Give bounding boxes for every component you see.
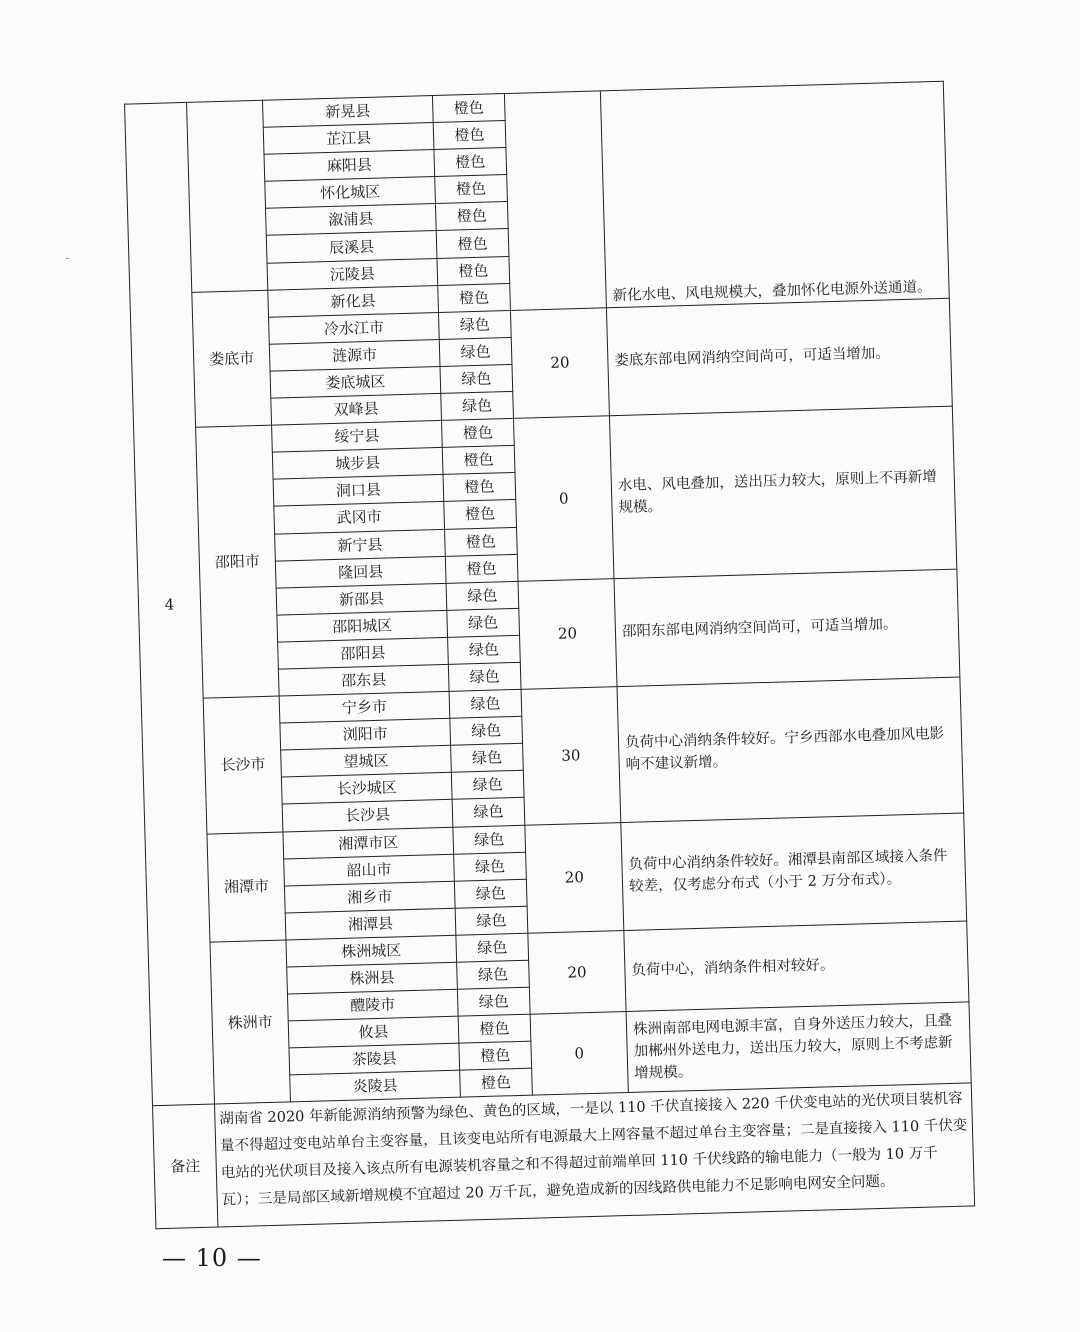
value-cell: 0 [513, 416, 614, 581]
color-cell: 绿色 [452, 798, 525, 827]
county-cell: 沅陵县 [267, 258, 438, 290]
color-cell: 橙色 [460, 1069, 533, 1098]
county-cell: 武冈市 [274, 502, 445, 534]
county-cell: 新化县 [268, 285, 439, 317]
county-cell: 怀化城区 [265, 177, 436, 209]
color-cell: 橙色 [444, 500, 517, 529]
county-cell: 株洲县 [287, 962, 458, 994]
color-cell: 橙色 [434, 148, 507, 177]
county-cell: 新宁县 [275, 529, 446, 561]
county-cell: 溆浦县 [266, 204, 437, 236]
county-cell: 望城区 [281, 746, 452, 778]
county-cell: 攸县 [288, 1016, 459, 1048]
color-cell: 绿色 [451, 744, 524, 773]
color-cell: 橙色 [445, 554, 518, 583]
group-number: 4 [125, 102, 215, 1106]
desc-cell: 娄底东部电网消纳空间尚可，可适当增加。 [606, 298, 952, 416]
county-cell: 湘潭县 [285, 908, 456, 940]
color-cell: 橙色 [435, 202, 508, 231]
color-cell: 橙色 [435, 175, 508, 204]
color-cell: 橙色 [437, 256, 510, 285]
note-row [153, 1083, 975, 1229]
color-cell: 橙色 [436, 229, 509, 258]
consumption-table [124, 81, 975, 1230]
note-text: 湖南省 2020 年新能源消纳预警为绿色、黄色的区域，一是以 110 千伏直接接入 220 千伏变电站的光伏项目装机容量不得超过变电站单台主变容量，且该变电站所有电源最大上网容量不超过单台主变容量；二是直接接入 110 千伏变电站的光伏项目及接入该点所有电源装机容量之和不得超过前端单回 110 千伏线路的输电能力（一般为 10 万千瓦）；三是局部区域新增规模不宜超过 20 万千瓦，避免造成新的因线路供电能力不足影响电网安全问题。 [215, 1083, 975, 1227]
county-cell: 湘潭市区 [283, 827, 454, 859]
color-cell: 绿色 [448, 635, 521, 664]
city-cell [187, 100, 268, 292]
county-cell: 长沙城区 [281, 773, 452, 805]
county-cell: 邵东县 [278, 664, 449, 696]
color-cell: 绿色 [456, 933, 529, 962]
city-cell: 长沙市 [203, 696, 283, 834]
color-cell: 绿色 [450, 716, 523, 745]
color-cell: 绿色 [447, 608, 520, 637]
color-cell: 橙色 [442, 419, 515, 448]
page-number: — 10 — [162, 1244, 262, 1272]
value-cell [504, 91, 606, 310]
city-cell: 湘潭市 [207, 832, 286, 942]
county-cell: 绥宁县 [272, 421, 443, 453]
county-cell: 麻阳县 [264, 150, 435, 182]
county-cell: 茶陵县 [289, 1043, 460, 1075]
county-cell: 芷江县 [263, 123, 434, 155]
value-cell: 20 [528, 930, 626, 1014]
county-cell: 邵阳城区 [277, 610, 448, 642]
county-cell: 长沙县 [282, 800, 453, 832]
color-cell: 橙色 [443, 473, 516, 502]
value-cell: 20 [510, 308, 609, 419]
city-cell: 株洲市 [210, 940, 291, 1105]
county-cell: 辰溪县 [266, 231, 437, 263]
county-cell: 冷水江市 [269, 312, 440, 344]
county-cell: 湘乡市 [284, 881, 455, 913]
county-cell: 新晃县 [262, 96, 433, 128]
color-cell: 绿色 [448, 662, 521, 691]
color-cell: 橙色 [442, 446, 515, 475]
color-cell: 绿色 [440, 364, 513, 393]
county-cell: 邵阳县 [278, 637, 449, 669]
color-cell: 绿色 [438, 310, 511, 339]
note-label: 备注 [153, 1105, 218, 1230]
county-cell: 新邵县 [276, 583, 447, 615]
desc-cell: 负荷中心消纳条件较好。湘潭县南部区域接入条件较差，仅考虑分布式（小于 2 万分布式）。 [621, 813, 967, 931]
desc-cell: 株洲南部电网电源丰富，自身外送压力较大，且叠加郴州外送电力，送出压力较大，原则上不考虑新增规模。 [626, 1002, 971, 1093]
color-cell: 绿色 [449, 689, 522, 718]
color-cell: 橙色 [438, 283, 511, 312]
color-cell: 绿色 [439, 337, 512, 366]
document-sheet [124, 81, 976, 1258]
color-cell: 绿色 [451, 771, 524, 800]
value-cell: 20 [525, 822, 624, 933]
scan-mark [66, 258, 69, 259]
color-cell: 橙色 [445, 527, 518, 556]
color-cell: 橙色 [459, 1041, 532, 1070]
county-cell: 隆回县 [275, 556, 446, 588]
desc-cell: 邵阳东部电网消纳空间尚可，可适当增加。 [614, 569, 960, 687]
county-cell: 宁乡市 [279, 691, 450, 723]
county-cell: 浏阳市 [280, 718, 451, 750]
city-cell: 邵阳市 [196, 425, 280, 698]
color-cell: 橙色 [432, 94, 505, 123]
desc-cell: 水电、风电叠加，送出压力较大，原则上不再新增规模。 [609, 406, 956, 578]
color-cell: 绿色 [453, 825, 526, 854]
color-cell: 绿色 [457, 960, 530, 989]
county-cell: 洞口县 [273, 475, 444, 507]
desc-cell: 负荷中心，消纳条件相对较好。 [624, 921, 969, 1012]
color-cell: 绿色 [441, 391, 514, 420]
color-cell: 绿色 [446, 581, 519, 610]
county-cell: 双峰县 [271, 393, 442, 425]
desc-cell: 新化水电、风电规模大，叠加怀化电源外送通道。 [600, 81, 949, 307]
value-cell: 20 [518, 578, 617, 689]
county-cell: 涟源市 [269, 339, 440, 371]
county-cell: 醴陵市 [287, 989, 458, 1021]
color-cell: 绿色 [455, 906, 528, 935]
value-cell: 0 [530, 1012, 628, 1096]
county-cell: 韶山市 [284, 854, 455, 886]
desc-cell: 负荷中心消纳条件较好。宁乡西部水电叠加风电影响不建议新增。 [617, 677, 964, 822]
county-cell: 炎陵县 [290, 1071, 461, 1103]
county-cell: 株洲城区 [286, 935, 457, 967]
city-cell: 娄底市 [192, 290, 272, 428]
table-row [125, 81, 944, 131]
county-cell: 娄底城区 [270, 366, 441, 398]
county-cell: 城步县 [272, 448, 443, 480]
color-cell: 绿色 [454, 879, 527, 908]
color-cell: 橙色 [433, 121, 506, 150]
color-cell: 绿色 [457, 987, 530, 1016]
color-cell: 橙色 [458, 1014, 531, 1043]
value-cell: 30 [521, 687, 621, 825]
color-cell: 绿色 [454, 852, 527, 881]
